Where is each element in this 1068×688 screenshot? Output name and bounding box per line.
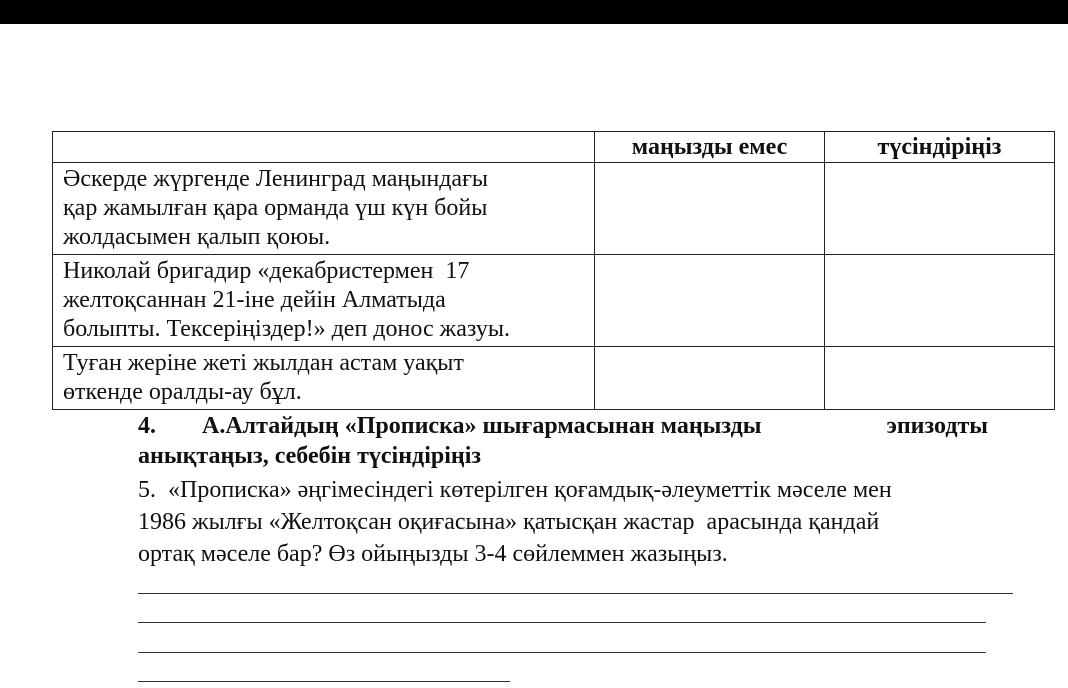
episode-cell (53, 347, 595, 410)
episode-cell (53, 255, 595, 347)
header-explain: түсіндіріңіз (825, 132, 1055, 163)
episode-line: өткенде оралды-ау бұл. (63, 379, 302, 405)
question-5-line: 1986 жылғы «Желтоқсан оқиғасына» қатысқан жастар арасында қандай (138, 509, 880, 535)
question-4 (138, 411, 988, 471)
episode-line: желтоқсаннан 21-іне дейін Алматыда (63, 287, 446, 313)
episode-line: Әскерде жүргенде Ленинград маңындағы (63, 166, 489, 192)
table-header-row (53, 132, 1055, 163)
not-important-answer-cell[interactable] (595, 163, 825, 255)
episode-line: жолдасымен қалып қоюы. (63, 224, 331, 250)
question-5-line: ортақ мәселе бар? Өз ойыңызды 3-4 сөйлеммен жазыңыз. (138, 541, 728, 567)
header-not-important: маңызды емес (595, 132, 825, 163)
question-5-line: 5. «Прописка» әңгімесіндегі көтерілген қоғамдық-әлеуметтік мәселе мен (138, 477, 892, 503)
explain-answer-cell[interactable] (825, 163, 1055, 255)
answer-line[interactable] (138, 681, 510, 682)
not-important-answer-cell[interactable] (595, 255, 825, 347)
episode-line: Туған жеріне жеті жылдан астам уақыт (63, 350, 464, 376)
question-4-line-2: анықтаңыз, себебін түсіндіріңіз (138, 443, 482, 469)
explain-answer-cell[interactable] (825, 255, 1055, 347)
table-row (53, 163, 1055, 255)
table-row (53, 255, 1055, 347)
header-episode (53, 132, 595, 163)
answer-line[interactable] (138, 652, 986, 653)
not-important-answer-cell[interactable] (595, 347, 825, 410)
answer-line[interactable] (138, 593, 1013, 594)
episodes-table (52, 131, 1055, 410)
question-4-text-right: эпизодты (886, 413, 988, 439)
answer-line[interactable] (138, 622, 986, 623)
question-4-text-left: А.Алтайдың «Прописка» шығармасынан маңызды (202, 413, 762, 439)
explain-answer-cell[interactable] (825, 347, 1055, 410)
episode-cell (53, 163, 595, 255)
episode-line: Николай бригадир «декабристермен 17 (63, 258, 470, 284)
question-5 (138, 474, 998, 570)
table-row (53, 347, 1055, 410)
question-4-number: 4. (138, 413, 156, 439)
episode-line: қар жамылған қара орманда үш күн бойы (63, 195, 488, 221)
top-dark-bar (0, 0, 1068, 24)
episode-line: болыпты. Тексеріңіздер!» деп донос жазуы. (63, 316, 510, 342)
